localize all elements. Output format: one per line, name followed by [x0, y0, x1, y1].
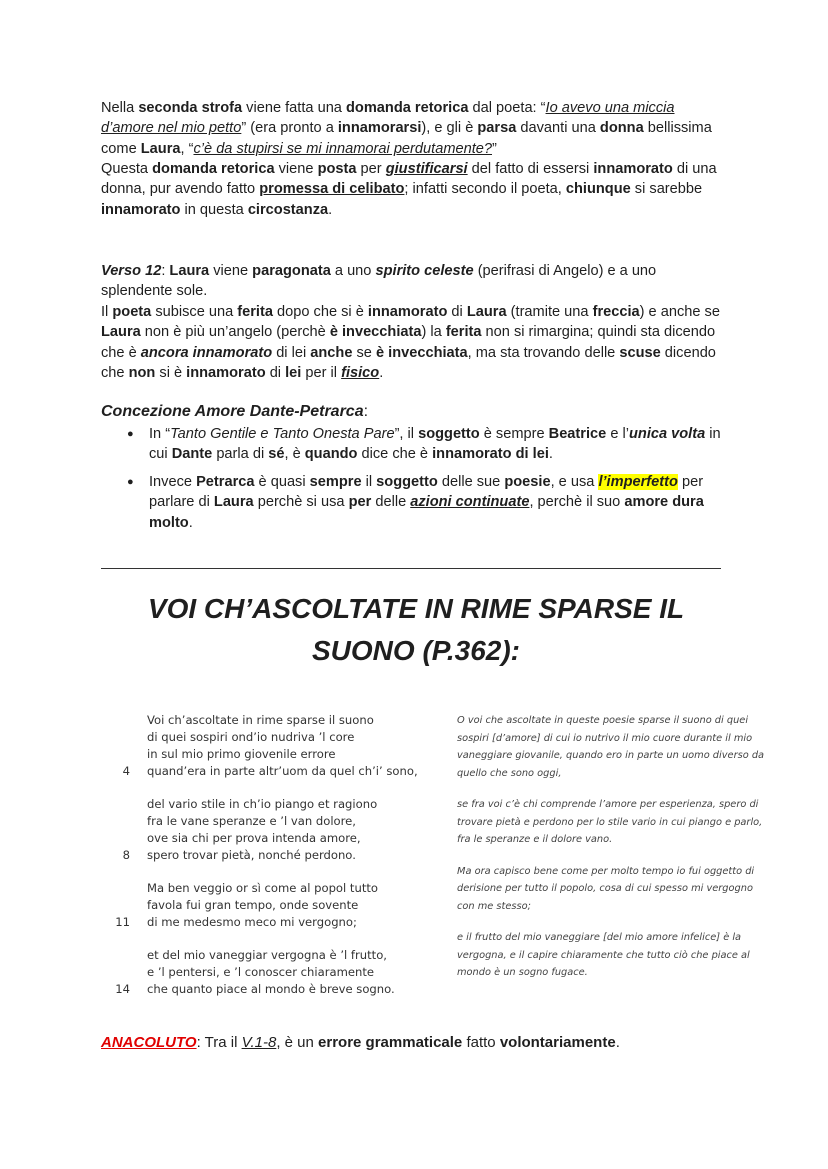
paragraph-verso-12: Verso 12: Laura viene paragonata a uno spirito celeste (perifrasi di Angelo) e a uno splendente sole.: [101, 263, 657, 300]
poem-line: Voi ch’ascoltate in rime sparse il suono: [147, 713, 374, 727]
list-item: ● Invece Petrarca è quasi sempre il soggetto delle sue poesie, e usa l’imperfetto per parlare di Laura perchè si usa per delle azioni continuate, perchè il suo amore dura molto.: [127, 473, 704, 531]
poem-line: Ma ben veggio or sì come al popol tutto: [147, 881, 379, 895]
poem-stanza: [110, 796, 420, 864]
poem-line: 11 di me medesmo meco mi vergogno;: [110, 914, 420, 931]
poem-line: ove sia chi per prova intenda amore,: [147, 831, 361, 845]
poem-line: fra le vane speranze e ’l van dolore,: [147, 814, 356, 828]
poem-line: et del mio vaneggiar vergogna è ’l frutto,: [147, 948, 387, 962]
paraphrase-stanza: e il frutto del mio vaneggiare [del mio amore infelice] è la vergogna, e il capire chiaramente che tutto ciò che piace al mondo è un sogno fugace.: [457, 932, 750, 978]
paragraph-ferita: Il poeta subisce una ferita dopo che si è innamorato di Laura (tramite una freccia) e anche se Laura non è più un’angelo (perchè è invecchiata) la ferita non si rimargina; quindi sta dicendo che è ancora innamorato di lei anche se è invecchiata, ma sta trovando delle scuse dicendo che non si è innamorato di lei per il fisico.: [101, 304, 720, 382]
paraphrase-stanza: O voi che ascoltate in queste poesie sparse il suono di quei sospiri [d’amore] di cui io nutrivo il mio cuore durante il mio vaneggiare giovanile, quando ero in parte un uomo diverso da quello che sono oggi,: [457, 715, 765, 779]
paraphrase-text: [457, 712, 767, 996]
horizontal-divider: [101, 568, 721, 569]
paragraph-seconda-strofa: Nella seconda strofa viene fatta una domanda retorica dal poeta: “Io avevo una miccia d’amore nel mio petto” (era pronto a innamorarsi), e gli è parsa davanti una donna bellissima come Laura, “c’è da stupirsi se mi innamorai perdutamente?”: [101, 100, 712, 157]
section-heading-concezione: Concezione Amore Dante-Petrarca:: [101, 403, 369, 420]
poem-line: di quei sospiri ond’io nudriva ’l core: [147, 730, 355, 744]
poem-line: in sul mio primo giovenile errore: [147, 747, 336, 761]
line-number: 8: [122, 848, 130, 862]
poem-line: 8 spero trovar pietà, nonché perdono.: [110, 847, 420, 864]
poem-line: e ’l pentersi, e ’l conoscer chiaramente: [147, 965, 375, 979]
line-number: 4: [122, 764, 130, 778]
paraphrase-stanza: Ma ora capisco bene come per molto tempo io fui oggetto di derisione per tutto il popolo, cosa di cui spesso mi vergogno con me stesso;: [457, 865, 755, 912]
bullet-icon: ●: [127, 428, 134, 440]
poem-title: VOI CH’ASCOLTATE IN RIME SPARSE IL SUONO (P.362):: [147, 593, 685, 666]
poem-stanza: [110, 712, 420, 780]
paraphrase-stanza: se fra voi c’è chi comprende l’amore per esperienza, spero di trovare pietà e perdono per lo stile vario in cui piango e parlo, fra le speranze e il dolore vano.: [457, 799, 763, 845]
poem-line: favola fui gran tempo, onde sovente: [147, 898, 359, 912]
poem-text: [110, 712, 420, 1014]
poem-line: 4 quand’era in parte altr’uom da quel ch’i’ sono,: [110, 763, 420, 780]
paragraph-domanda-retorica: Questa domanda retorica viene posta per giustificarsi del fatto di essersi innamorato di una donna, pur avendo fatto promessa di celibato; infatti secondo il poeta, chiunque si sarebbe innamorato in questa circostanza.: [101, 161, 717, 218]
list-item: ● In “Tanto Gentile e Tanto Onesta Pare”, il soggetto è sempre Beatrice e l’unica volta in cui Dante parla di sé, è quando dice che è innamorato di lei.: [127, 426, 721, 463]
bullet-list: [101, 424, 731, 540]
anacoluto-label: ANACOLUTO: [101, 1034, 197, 1051]
paragraph-anacoluto: ANACOLUTO: Tra il V.1-8, è un errore grammaticale fatto volontariamente.: [101, 1034, 620, 1051]
poem-line: del vario stile in ch’io piango et ragiono: [147, 797, 378, 811]
poem-line: 14 che quanto piace al mondo è breve sogno.: [110, 981, 420, 998]
line-number: 14: [115, 982, 130, 996]
line-number: 11: [115, 915, 130, 929]
poem-stanza: [110, 947, 420, 998]
bullet-icon: ●: [127, 475, 134, 488]
poem-stanza: [110, 880, 420, 931]
